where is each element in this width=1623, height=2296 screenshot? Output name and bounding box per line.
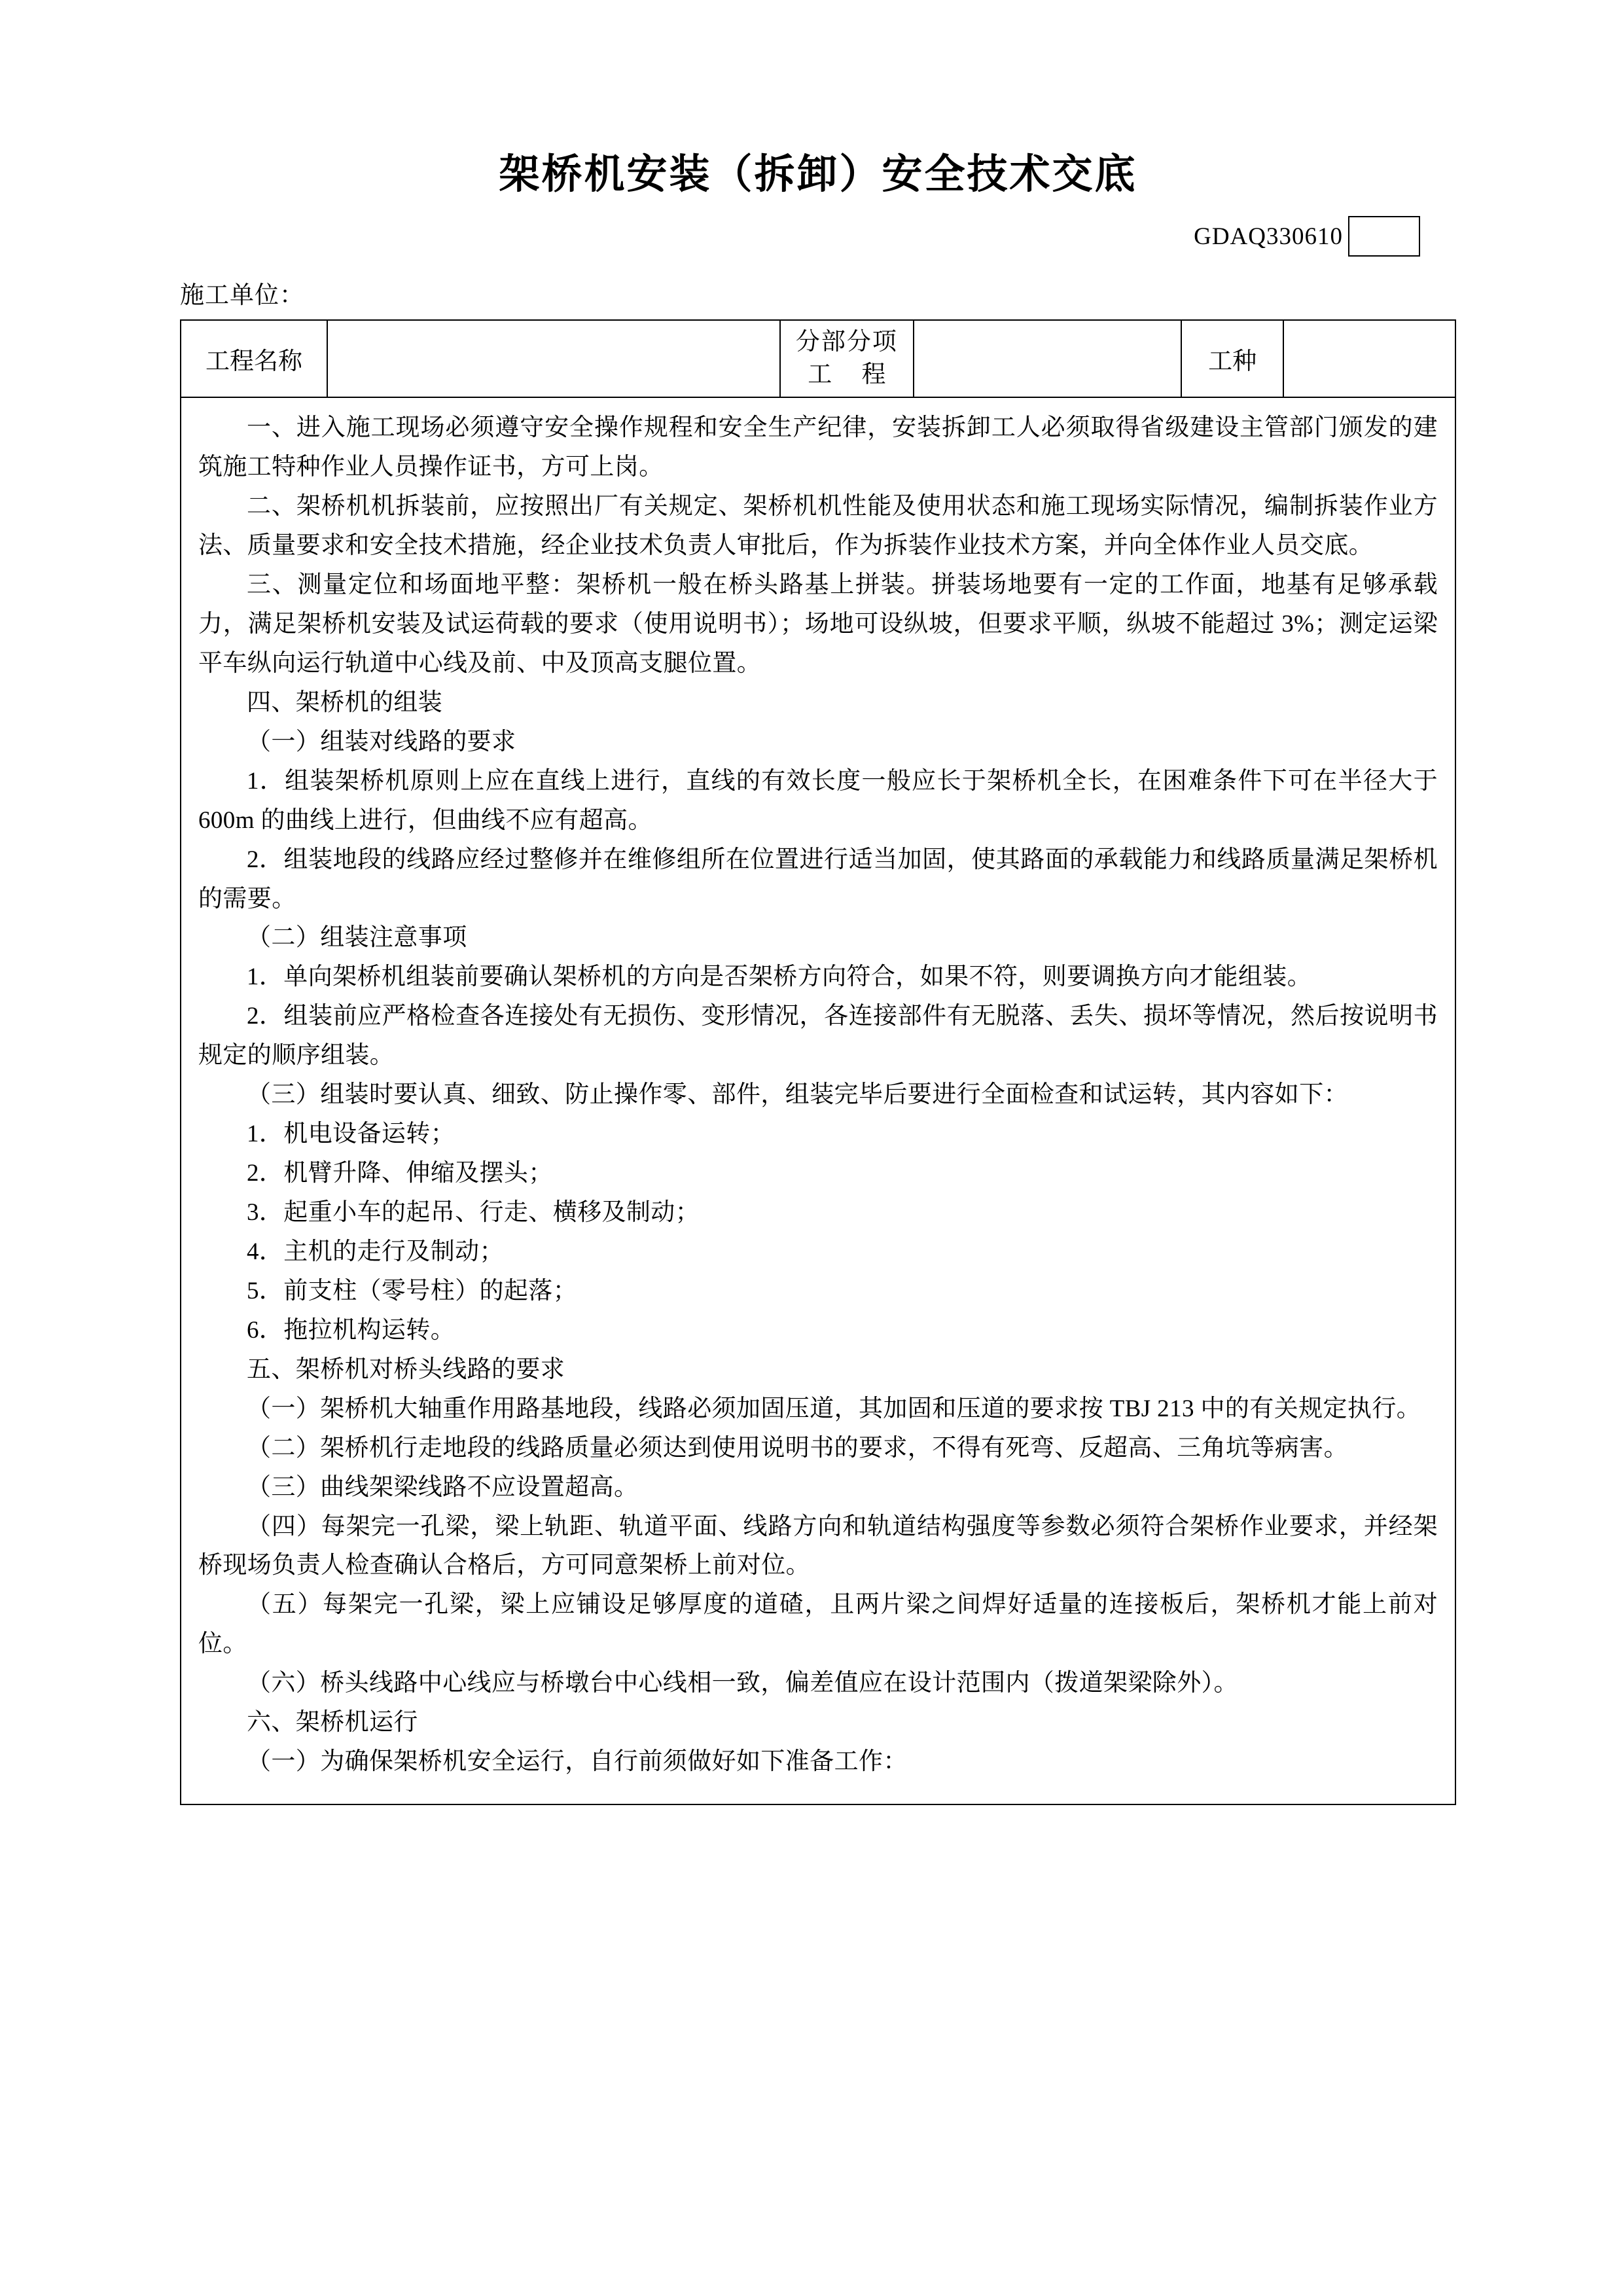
paragraph: （一）组装对线路的要求 bbox=[247, 728, 516, 755]
disclosure-content-cell bbox=[181, 397, 1455, 1804]
paragraph: （五）每架完一孔梁，梁上应铺设足够厚度的道碴，且两片梁之间焊好适量的连接板后，架桥机才能上前对位。 bbox=[198, 1591, 1438, 1658]
paragraph: 一、进入施工现场必须遵守安全操作规程和安全生产纪律，安装拆卸工人必须取得省级建设主管部门颁发的建筑施工特种作业人员操作证书，方可上岗。 bbox=[198, 414, 1438, 481]
paragraph: 2．组装前应严格检查各连接处有无损伤、变形情况，各连接部件有无脱落、丢失、损坏等情况，然后按说明书规定的顺序组装。 bbox=[198, 1003, 1438, 1069]
paragraph: 二、架桥机机拆装前，应按照出厂有关规定、架桥机机性能及使用状态和施工现场实际情况，编制拆装作业方法、质量要求和安全技术措施，经企业技术负责人审批后，作为拆装作业技术方案，并向全体作业人员交底。 bbox=[198, 493, 1438, 560]
paragraph: 四、架桥机的组装 bbox=[247, 689, 443, 716]
form-code-row bbox=[180, 216, 1420, 257]
paragraph: 五、架桥机对桥头线路的要求 bbox=[247, 1355, 565, 1383]
paragraph: （三）曲线架梁线路不应设置超高。 bbox=[247, 1473, 639, 1501]
construction-unit-label: 施工单位： bbox=[180, 282, 304, 310]
page-title: 架桥机安装（拆卸）安全技术交底 bbox=[499, 152, 1137, 197]
paragraph: 2．组装地段的线路应经过整修并在维修组所在位置进行适当加固，使其路面的承载能力和线路质量满足架桥机的需要。 bbox=[198, 846, 1438, 912]
paragraph: 5．前支柱（零号柱）的起落； bbox=[247, 1277, 578, 1304]
worktype-input[interactable] bbox=[1283, 320, 1455, 397]
paragraph: 2．机臂升降、伸缩及摆头； bbox=[247, 1160, 553, 1187]
paragraph: （三）组装时要认真、细致、防止操作零、部件，组装完毕后要进行全面检查和试运转，其内容如下： bbox=[247, 1081, 1348, 1109]
form-code: GDAQ330610 bbox=[1194, 223, 1343, 250]
paragraph: 1．单向架桥机组装前要确认架桥机的方向是否架桥方向符合，如果不符，则要调换方向才能组装。 bbox=[247, 963, 1312, 991]
paragraph: （四）每架完一孔梁，梁上轨距、轨道平面、线路方向和轨道结构强度等参数必须符合架桥作业要求，并经架桥现场负责人检查确认合格后，方可同意架桥上前对位。 bbox=[198, 1513, 1438, 1579]
paragraph: 6．拖拉机构运转。 bbox=[247, 1316, 455, 1344]
paragraph: 三、测量定位和场面地平整：架桥机一般在桥头路基上拼装。拼装场地要有一定的工作面，地基有足够承载力，满足架桥机安装及试运荷载的要求（使用说明书）；场地可设纵坡，但要求平顺，纵坡不能超过 3%；测定运梁平车纵向运行轨道中心线及前、中及顶高支腿位置。 bbox=[198, 571, 1438, 677]
subproject-label-line2: 工 程 bbox=[808, 361, 898, 389]
table-row-header bbox=[181, 320, 1455, 397]
paragraph: （六）桥头线路中心线应与桥墩台中心线相一致，偏差值应在设计范围内（拨道架梁除外）。 bbox=[247, 1670, 1238, 1697]
paragraph: （二）组装注意事项 bbox=[247, 924, 467, 952]
paragraph: （一）为确保架桥机安全运行，自行前须做好如下准备工作： bbox=[247, 1748, 908, 1776]
交底-form-table bbox=[180, 319, 1456, 1805]
paragraph: （二）架桥机行走地段的线路质量必须达到使用说明书的要求，不得有死弯、反超高、三角坑等病害。 bbox=[247, 1434, 1348, 1462]
subproject-input[interactable] bbox=[914, 320, 1181, 397]
subproject-label bbox=[780, 320, 914, 397]
paragraph: 4．主机的走行及制动； bbox=[247, 1238, 504, 1265]
paragraph: 1．机电设备运转； bbox=[247, 1121, 455, 1148]
project-name-label: 工程名称 bbox=[181, 320, 327, 397]
form-code-box[interactable] bbox=[1348, 216, 1420, 257]
table-row-body bbox=[181, 397, 1455, 1804]
paragraph: 六、架桥机运行 bbox=[247, 1709, 418, 1736]
project-name-input[interactable] bbox=[327, 320, 780, 397]
paragraph: 3．起重小车的起吊、行走、横移及制动； bbox=[247, 1199, 700, 1227]
paragraph: 1．组装架桥机原则上应在直线上进行，直线的有效长度一般应长于架桥机全长，在困难条件下可在半径大于 600m 的曲线上进行，但曲线不应有超高。 bbox=[198, 767, 1438, 834]
paragraph: （一）架桥机大轴重作用路基地段，线路必须加固压道，其加固和压道的要求按 TBJ 213 中的有关规定执行。 bbox=[247, 1395, 1421, 1422]
subproject-label-line1: 分部分项 bbox=[795, 329, 898, 356]
disclosure-paragraphs bbox=[198, 408, 1438, 1782]
worktype-label: 工种 bbox=[1181, 320, 1283, 397]
